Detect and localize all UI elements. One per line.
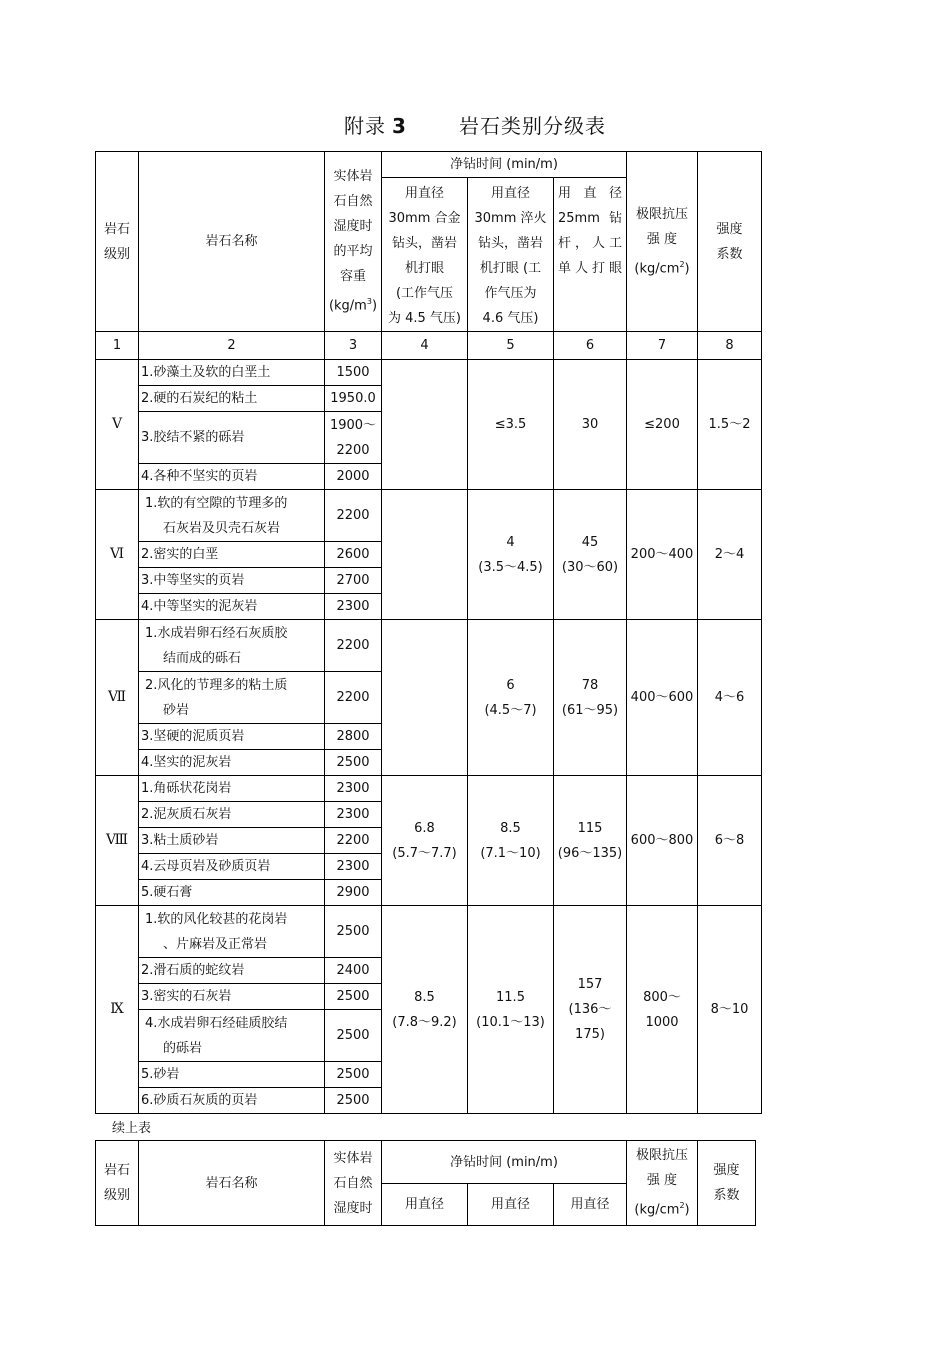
compressive-strength: [627, 620, 698, 776]
rock-density-line: 2900: [336, 885, 370, 900]
drill-time-manual-line: 157: [577, 977, 603, 992]
rock-name: [139, 880, 325, 906]
continued-sub-header: 用直径: [554, 1184, 627, 1226]
column-number: 1: [96, 332, 139, 360]
strength-coefficient-line: 6～8: [714, 833, 745, 848]
continued-grade-line: 岩石: [103, 1163, 130, 1178]
rock-density: [325, 672, 382, 724]
header-density-line: 容重: [339, 269, 366, 285]
strength-coefficient-line: 2～4: [714, 547, 745, 562]
rock-density-line: 1950.0: [330, 391, 376, 406]
rock-density: [325, 360, 382, 386]
rock-density: [325, 1062, 382, 1088]
drill-time-quenched-line: (4.5～7): [484, 702, 537, 718]
drill-time-manual: [554, 490, 627, 620]
drill-time-quenched: [468, 776, 554, 906]
rock-density: [325, 542, 382, 568]
rock-name: [139, 672, 325, 724]
compressive-strength-line: 400～600: [630, 690, 694, 705]
drill-time-quenched-line: 8.5: [500, 820, 521, 836]
header-grade-line: 岩石: [103, 221, 130, 237]
compressive-strength: [627, 776, 698, 906]
drill-time-manual-line: (61～95): [561, 702, 619, 718]
header-coef: [698, 152, 762, 332]
header-strength-line: [627, 252, 697, 281]
page-title: [0, 110, 950, 139]
header-drill-time: 净钻时间 (min/m): [382, 152, 627, 178]
compressive-strength: [627, 360, 698, 490]
header-density-line-paren: ): [371, 298, 378, 314]
continued-grade-line: 级别: [103, 1188, 130, 1203]
header-strength-line-exponent: 2: [679, 259, 685, 269]
table-row: [96, 906, 762, 958]
continued-label: 续上表: [112, 1121, 152, 1136]
rock-name-line: 1.水成岩卵石经石灰质胶: [145, 625, 288, 641]
drill-time-quenched-line: (10.1～13): [476, 1014, 545, 1030]
rock-density: [325, 750, 382, 776]
drill-time-quenched-line: 6: [506, 677, 515, 693]
drill-time-quenched: [468, 906, 554, 1114]
header-row: [96, 152, 762, 178]
header-alloy-bit-line: 为 4.5 气压): [387, 311, 461, 326]
rock-density-line: 2500: [336, 989, 370, 1004]
rock-name-line: 4.各种不坚实的页岩: [141, 469, 258, 484]
rock-density-line: 2500: [336, 1093, 370, 1108]
rock-density-line: 2500: [336, 755, 370, 770]
drill-time-manual-line: 78: [581, 677, 599, 693]
rock-density-line: 2500: [336, 1028, 370, 1043]
rock-density-line: 2700: [336, 573, 370, 588]
strength-coefficient: [698, 620, 762, 776]
header-quenched-bit-line: 作气压为: [484, 286, 537, 301]
compressive-strength-line: 1000: [645, 1014, 679, 1030]
header-strength-line-paren: ): [684, 261, 690, 277]
continued-strength-line-unit: (kg/cm: [634, 1202, 680, 1218]
rock-name-line: 石灰岩及贝壳石灰岩: [163, 520, 281, 536]
rock-name-line: 5.硬石膏: [141, 885, 193, 900]
rock-density-line: 1900～: [329, 417, 377, 433]
rock-density-line: 2200: [336, 638, 370, 653]
compressive-strength: [627, 906, 698, 1114]
header-coef-line: 系数: [716, 246, 743, 262]
drill-time-alloy-line: (7.8～9.2): [392, 1014, 457, 1030]
rock-name: [139, 828, 325, 854]
rock-name-line: 4.水成岩卵石经硅质胶结: [145, 1015, 288, 1031]
rock-name: [139, 906, 325, 958]
drill-time-quenched: [468, 360, 554, 490]
header-manual-drill: [554, 178, 627, 332]
strength-coefficient: [698, 360, 762, 490]
drill-time-quenched-line: ≤3.5: [494, 417, 527, 432]
rock-name-line: 2.滑石质的蛇纹岩: [141, 963, 245, 978]
rock-name-line: 结而成的砾石: [163, 650, 242, 666]
rock-name: [139, 854, 325, 880]
rock-name: [139, 724, 325, 750]
header-strength-line-unit: (kg/cm: [634, 261, 680, 277]
rock-name-line: 3.胶结不紧的砾岩: [141, 430, 245, 445]
drill-time-manual: [554, 620, 627, 776]
rock-name: [139, 386, 325, 412]
continued-density: [325, 1141, 382, 1226]
rock-density: [325, 802, 382, 828]
drill-time-manual-line: 175): [575, 1027, 605, 1042]
rock-density-line: 2200: [336, 833, 370, 848]
continued-coef-line: 强度: [713, 1163, 740, 1178]
rock-density: [325, 490, 382, 542]
compressive-strength-line: 200～400: [630, 547, 694, 562]
header-alloy-bit-line: 机打眼: [404, 261, 444, 276]
rock-name-line: 1.软的风化较甚的花岗岩: [145, 911, 288, 927]
header-grade-line: 级别: [103, 246, 130, 262]
rock-name: [139, 620, 325, 672]
rock-name: [139, 750, 325, 776]
continued-strength-line-exponent: 2: [679, 1201, 685, 1211]
rock-name-line: 6.砂质石灰质的页岩: [141, 1093, 258, 1108]
drill-time-quenched: [468, 490, 554, 620]
continued-grade: [96, 1141, 139, 1226]
rock-grade: Ⅶ: [96, 620, 139, 776]
column-number: 3: [325, 332, 382, 360]
drill-time-manual-line: 45: [581, 534, 599, 550]
rock-density-line: 2200: [336, 508, 370, 523]
rock-name-line: 3.密实的石灰岩: [141, 989, 232, 1004]
rock-grade: Ⅷ: [96, 776, 139, 906]
continued-strength: [627, 1141, 698, 1226]
rock-name: [139, 490, 325, 542]
header-density-line: 石自然: [333, 194, 373, 210]
rock-name: [139, 1062, 325, 1088]
drill-time-alloy-line: 6.8: [414, 820, 435, 836]
continued-coef: [698, 1141, 756, 1226]
drill-time-alloy: [382, 620, 468, 776]
header-quenched-bit-line: 用直径: [490, 186, 530, 201]
rock-density: [325, 906, 382, 958]
rock-name-line: 5.砂岩: [141, 1067, 180, 1082]
header-quenched-bit-line: 机打眼 (工: [479, 261, 542, 276]
rock-density: [325, 386, 382, 412]
header-manual-drill-line: 用 直 径: [558, 186, 622, 201]
drill-time-alloy-line: (5.7～7.7): [392, 845, 457, 861]
header-density-line-unit: (kg/m: [328, 298, 367, 314]
rock-density-line: 2500: [336, 1067, 370, 1082]
continued-coef-line: 系数: [713, 1188, 740, 1203]
rock-name-line: 3.中等坚实的页岩: [141, 573, 245, 588]
rock-name-line: 3.粘土质砂岩: [141, 833, 219, 848]
rock-density-line: 1500: [336, 365, 370, 380]
column-number: 6: [554, 332, 627, 360]
rock-density-line: 2800: [336, 729, 370, 744]
continued-strength-line: [627, 1193, 697, 1222]
title-prefix: 附录: [344, 114, 387, 138]
continued-density-line: 实体岩: [333, 1150, 373, 1166]
continued-strength-line: 强 度: [646, 1173, 678, 1189]
rock-density-line: 2000: [336, 469, 370, 484]
rock-density-line: 2200: [336, 442, 370, 458]
strength-coefficient: [698, 490, 762, 620]
header-alloy-bit-line: 30mm 合金: [388, 211, 461, 226]
rock-density: [325, 828, 382, 854]
drill-time-manual-line: (30～60): [561, 559, 619, 575]
rock-name: [139, 958, 325, 984]
drill-time-manual-line: 115: [577, 820, 603, 836]
rock-grade: Ⅵ: [96, 490, 139, 620]
rock-density: [325, 620, 382, 672]
rock-density: [325, 724, 382, 750]
compressive-strength: [627, 490, 698, 620]
rock-density-line: 2400: [336, 963, 370, 978]
header-quenched-bit-line: 30mm 淬火: [474, 211, 547, 226]
strength-coefficient: [698, 906, 762, 1114]
rock-density-line: 2600: [336, 547, 370, 562]
continued-density-line: 石自然: [333, 1175, 373, 1191]
rock-name: [139, 542, 325, 568]
rock-name-line: 砂岩: [163, 702, 190, 718]
rock-grade: Ⅸ: [96, 906, 139, 1114]
header-quenched-bit: [468, 178, 554, 332]
rock-name-line: 4.中等坚实的泥灰岩: [141, 599, 258, 614]
header-alloy-bit: [382, 178, 468, 332]
header-density-line: 实体岩: [333, 169, 373, 185]
drill-time-quenched-line: (7.1～10): [480, 845, 541, 861]
drill-time-quenched: [468, 620, 554, 776]
rock-name: [139, 412, 325, 464]
rock-density: [325, 958, 382, 984]
header-manual-drill-line: 25mm 钻: [558, 211, 622, 226]
table-row: [96, 620, 762, 672]
header-alloy-bit-line: (工作气压: [395, 286, 454, 301]
drill-time-manual: [554, 776, 627, 906]
header-alloy-bit-line: 钻头，凿岩: [391, 236, 457, 251]
table-row: [96, 490, 762, 542]
compressive-strength-line: 600～800: [630, 833, 694, 848]
drill-time-manual: [554, 906, 627, 1114]
continued-strength-line-paren: ): [684, 1202, 690, 1218]
rock-density-line: 2300: [336, 599, 370, 614]
rock-name-line: 3.坚硬的泥质页岩: [141, 729, 245, 744]
rock-grade: Ⅴ: [96, 360, 139, 490]
rock-density-line: 2200: [336, 690, 370, 705]
rock-name-line: 2.风化的节理多的粘土质: [145, 677, 288, 693]
header-manual-drill-line: 杆，人工: [558, 236, 622, 251]
drill-time-alloy: [382, 360, 468, 490]
table-row: [96, 360, 762, 386]
rock-name-line: 4.云母页岩及砂质页岩: [141, 859, 271, 874]
rock-name: [139, 464, 325, 490]
rock-name-line: 、片麻岩及正常岩: [163, 936, 268, 952]
header-alloy-bit-line: 用直径: [404, 186, 444, 201]
continued-name: 岩石名称: [139, 1141, 325, 1226]
header-grade: [96, 152, 139, 332]
continued-strength-line: 极限抗压: [635, 1148, 688, 1164]
header-density-line: 湿度时: [333, 219, 373, 235]
continued-drill-time: 净钻时间 (min/m): [382, 1141, 627, 1184]
rock-classification-table: [95, 151, 762, 1114]
rock-name-line: 1.砂藻土及软的白垩土: [141, 365, 271, 380]
rock-name-line: 2.硬的石炭纪的粘土: [141, 391, 258, 406]
strength-coefficient-line: 4～6: [714, 690, 745, 705]
rock-name-line: 1.软的有空隙的节理多的: [145, 495, 288, 511]
header-density-line: [325, 289, 381, 318]
drill-time-manual-line: (136～: [568, 1002, 612, 1017]
drill-time-manual: [554, 360, 627, 490]
rock-density-line: 2300: [336, 859, 370, 874]
rock-density: [325, 568, 382, 594]
rock-name: [139, 776, 325, 802]
header-quenched-bit-line: 4.6 气压): [482, 311, 539, 326]
header-density-line: 的平均: [333, 244, 373, 260]
header-density: [325, 152, 382, 332]
drill-time-alloy: [382, 776, 468, 906]
drill-time-quenched-line: (3.5～4.5): [478, 559, 543, 575]
drill-time-alloy-line: 8.5: [414, 989, 435, 1005]
drill-time-manual-line: (96～135): [557, 845, 623, 861]
rock-density: [325, 1088, 382, 1114]
drill-time-alloy: [382, 490, 468, 620]
header-density-line-exponent: 3: [366, 297, 372, 307]
compressive-strength-line: ≤200: [644, 417, 680, 432]
drill-time-quenched-line: 4: [506, 534, 515, 550]
strength-coefficient-line: 1.5～2: [708, 417, 751, 432]
continued-table-header: [95, 1140, 756, 1226]
column-number: 2: [139, 332, 325, 360]
title-name: 岩石类别分级表: [458, 114, 606, 138]
continued-sub-header: 用直径: [468, 1184, 554, 1226]
column-number: 8: [698, 332, 762, 360]
rock-name-line: 4.坚实的泥灰岩: [141, 755, 232, 770]
rock-density: [325, 1010, 382, 1062]
table-row: [96, 776, 762, 802]
rock-density: [325, 412, 382, 464]
column-number: 4: [382, 332, 468, 360]
rock-density: [325, 984, 382, 1010]
continued-density-line: 湿度时: [333, 1200, 373, 1216]
drill-time-manual-line: 30: [581, 417, 599, 432]
rock-name: [139, 1088, 325, 1114]
rock-density: [325, 854, 382, 880]
rock-density-line: 2500: [336, 924, 370, 939]
header-quenched-bit-line: 钻头，凿岩: [477, 236, 543, 251]
strength-coefficient-line: 8～10: [710, 1002, 749, 1017]
title-number: 3: [392, 114, 407, 138]
rock-density: [325, 880, 382, 906]
strength-coefficient: [698, 776, 762, 906]
header-strength-line: 极限抗压: [635, 206, 688, 222]
column-number: 5: [468, 332, 554, 360]
rock-density: [325, 594, 382, 620]
drill-time-quenched-line: 11.5: [496, 989, 525, 1005]
rock-name: [139, 568, 325, 594]
rock-density: [325, 464, 382, 490]
rock-name: [139, 1010, 325, 1062]
drill-time-alloy: [382, 906, 468, 1114]
rock-name: [139, 360, 325, 386]
column-number: 7: [627, 332, 698, 360]
rock-name: [139, 802, 325, 828]
compressive-strength-line: 800～: [643, 989, 681, 1005]
header-manual-drill-line: 单人打眼: [558, 261, 622, 276]
rock-density: [325, 776, 382, 802]
rock-name: [139, 984, 325, 1010]
rock-name-line: 2.泥灰质石灰岩: [141, 807, 232, 822]
rock-density-line: 2300: [336, 781, 370, 796]
header-name: 岩石名称: [139, 152, 325, 332]
rock-name-line: 的砾岩: [163, 1040, 203, 1056]
continued-header-row: [96, 1141, 756, 1184]
continued-sub-header: 用直径: [382, 1184, 468, 1226]
rock-name-line: 2.密实的白垩: [141, 547, 219, 562]
rock-name-line: 1.角砾状花岗岩: [141, 781, 232, 796]
rock-density-line: 2300: [336, 807, 370, 822]
header-strength-line: 强 度: [646, 231, 678, 247]
column-number-row: [96, 332, 762, 360]
header-strength: [627, 152, 698, 332]
rock-name: [139, 594, 325, 620]
header-coef-line: 强度: [716, 221, 743, 237]
